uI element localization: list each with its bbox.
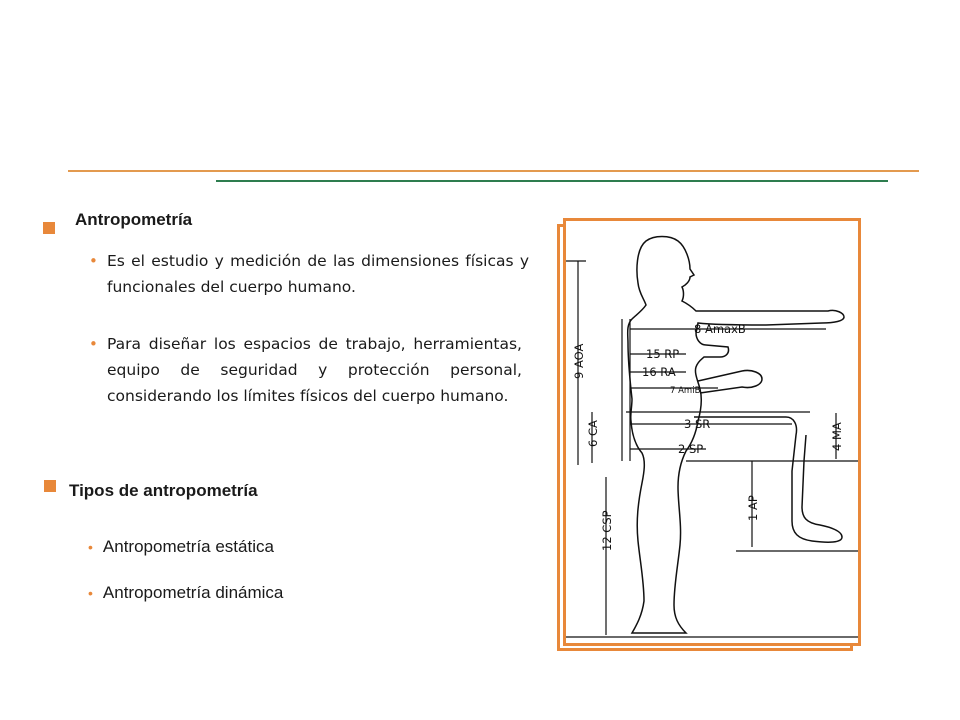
orange-divider (68, 170, 919, 172)
list-item-label: Antropometría dinámica (102, 583, 284, 602)
anthropometry-diagram (566, 221, 858, 643)
paragraph-purpose (89, 331, 522, 409)
label-aoa: 9 AOA (572, 343, 586, 379)
label-ap: 1 AP (746, 495, 760, 521)
label-sr: 3 SR (684, 417, 711, 431)
list-item-label: Antropometría estática (102, 537, 274, 556)
bullet-dot: • (89, 252, 98, 270)
section-heading-antropometria: Antropometría (75, 210, 193, 229)
leg-outline (694, 417, 842, 542)
label-amib: 7 AmiB (670, 386, 701, 396)
section-heading-tipos: Tipos de antropometría (69, 481, 258, 500)
section-bullet-square (43, 222, 55, 234)
forearm-outline (698, 370, 762, 393)
list-item-dinamica (88, 583, 283, 603)
paragraph-definition (89, 248, 529, 300)
bullet-dot: • (89, 335, 98, 353)
bullet-dot: • (88, 585, 93, 601)
paragraph-definition-text: Es el estudio y medición de las dimensiones físicas y funcionales del cuerpo humano. (107, 252, 529, 296)
bullet-dot: • (88, 539, 93, 555)
body-outline (628, 237, 844, 634)
label-csp: 12 CSP (600, 510, 614, 551)
label-ca: 6 CA (586, 420, 600, 447)
list-item-estatica (88, 537, 274, 557)
label-ma: 4 MA (830, 422, 844, 451)
label-rp: 15 RP (646, 347, 680, 361)
label-ra: 16 RA (642, 365, 676, 379)
label-amaxb: 8 AmaxB (694, 322, 746, 336)
green-divider (216, 180, 888, 182)
section-bullet-square (44, 480, 56, 492)
paragraph-purpose-text: Para diseñar los espacios de trabajo, herramientas, equipo de seguridad y protección personal, considerando los límites físicos del cuerpo humano. (107, 335, 522, 405)
label-sp: 2 SP (678, 442, 704, 456)
anthropometry-figure (563, 218, 861, 646)
